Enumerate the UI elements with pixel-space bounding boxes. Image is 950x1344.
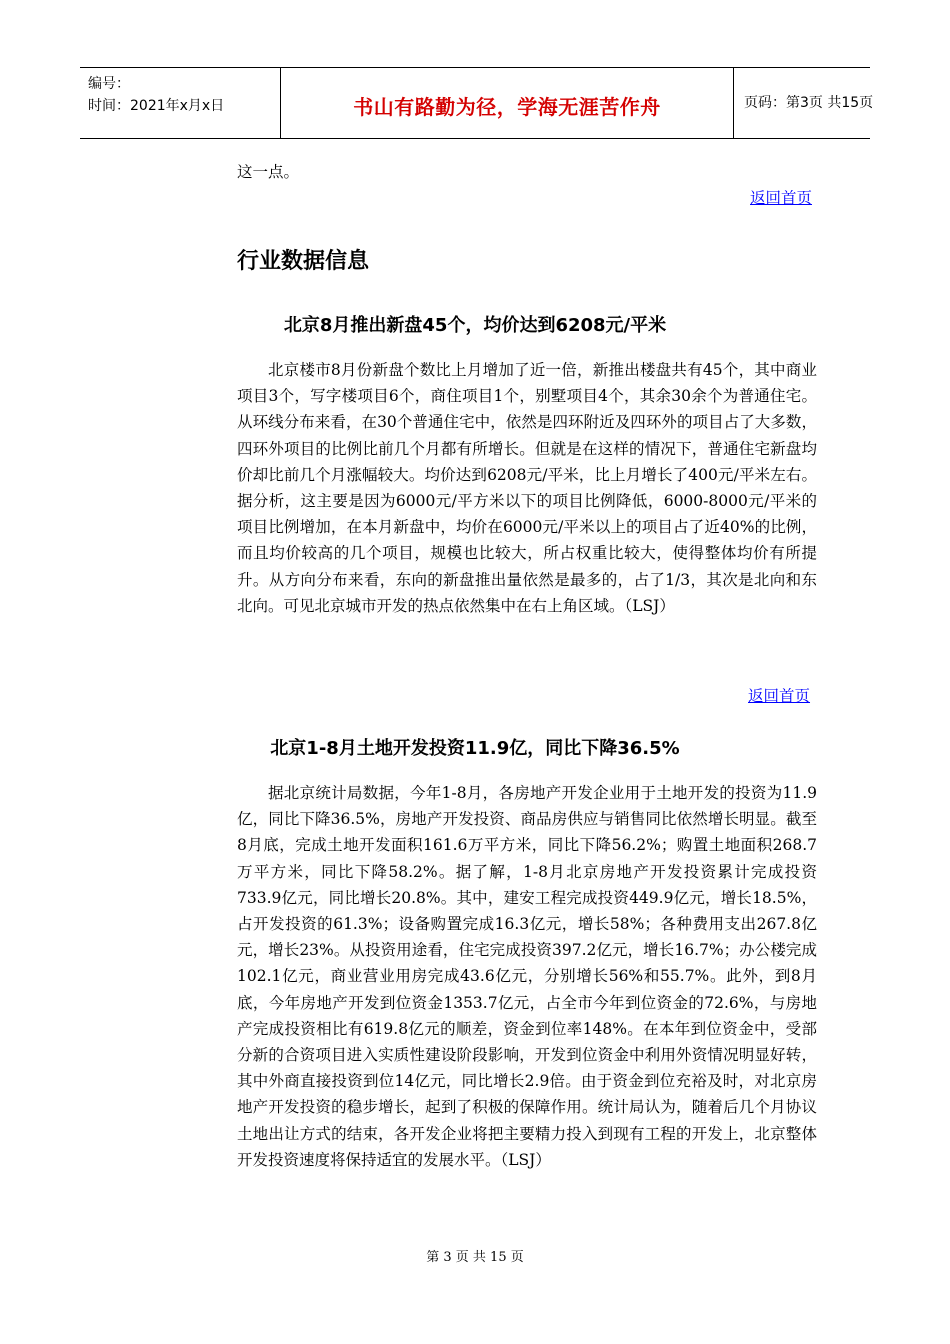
date-label: 时间：2021年x月x日 bbox=[88, 98, 225, 114]
intro-fragment: 这一点。 bbox=[237, 163, 300, 181]
article-1-title: 北京8月推出新盘45个，均价达到6208元/平米 bbox=[283, 315, 667, 336]
header-motto: 书山有路勤为径，学海无涯苦作舟 bbox=[353, 95, 661, 119]
header-motto-cell bbox=[281, 68, 734, 138]
header-page-cell bbox=[734, 68, 874, 138]
serial-label: 编号： bbox=[88, 76, 130, 92]
article-2-body: 据北京统计局数据，今年1-8月，各房地产开发企业用于土地开发的投资为11.9亿，同比下降36.5%，房地产开发投资、商品房供应与销售同比依然增长明显。截至8月底，完成土地开发面积161.6万平方米，同比下降56.2%；购置土地面积268.7万平方米，同比下降58.2%。据了解，1-8月北京房地产开发投资累计完成投资733.9亿元，同比增长20.8%。其中，建安工程完成投资449.9亿元，增长18.5%，占开发投资的61.3%；设备购置完成16.3亿元，增长58%；各种费用支出267.8亿元，增长23%。从投资用途看，住宅完成投资397.2亿元，增长16.7%；办公楼完成102.1亿元，商业营业用房完成43.6亿元，分别增长56%和55.7%。此外，到8月底，今年房地产开发到位资金1353.7亿元，占全市今年到位资金的72.6%，与房地产完成投资相比有619.8亿元的顺差，资金到位率148%。在本年到位资金中，受部分新的合资项目进入实质性建设阶段影响，开发到位资金中利用外资情况明显好转，其中外商直接投资到位14亿元，同比增长2.9倍。由于资金到位充裕及时，对北京房地产开发投资的稳步增长，起到了积极的保障作用。统计局认为，随着后几个月协议土地出让方式的结束，各开发企业将把主要精力投入到现有工程的开发上，北京整体开发投资速度将保持适宜的发展水平。（LSJ） bbox=[237, 784, 817, 1169]
header-left-cell bbox=[80, 68, 281, 138]
back-to-home-link[interactable]: 返回首页 bbox=[750, 189, 813, 207]
page-footer: 第 3 页 共 15 页 bbox=[426, 1250, 524, 1265]
article-1-body: 北京楼市8月份新盘个数比上月增加了近一倍，新推出楼盘共有45个，其中商业项目3个，写字楼项目6个，商住项目1个，别墅项目4个，其余30余个为普通住宅。从环线分布来看，在30个普通住宅中，依然是四环附近及四环外的项目占了大多数，四环外项目的比例比前几个月都有所增长。但就是在这样的情况下，普通住宅新盘均价却比前几个月涨幅较大。均价达到6208元/平米，比上月增长了400元/平米左右。据分析，这主要是因为6000元/平方米以下的项目比例降低，6000-8000元/平米的项目比例增加，在本月新盘中，均价在6000元/平米以上的项目占了近40%的比例，而且均价较高的几个项目，规模也比较大，所占权重比较大，使得整体均价有所提升。从方向分布来看，东向的新盘推出量依然是最多的，占了1/3，其次是北向和东北向。可见北京城市开发的热点依然集中在右上角区域。（LSJ） bbox=[237, 361, 817, 615]
page-header bbox=[80, 67, 874, 139]
back-to-home-link-2[interactable]: 返回首页 bbox=[748, 687, 811, 705]
article-2-title: 北京1-8月土地开发投资11.9亿，同比下降36.5% bbox=[270, 738, 680, 759]
section-title: 行业数据信息 bbox=[237, 249, 370, 274]
header-page-number: 页码：第3页 共15页 bbox=[744, 95, 874, 111]
